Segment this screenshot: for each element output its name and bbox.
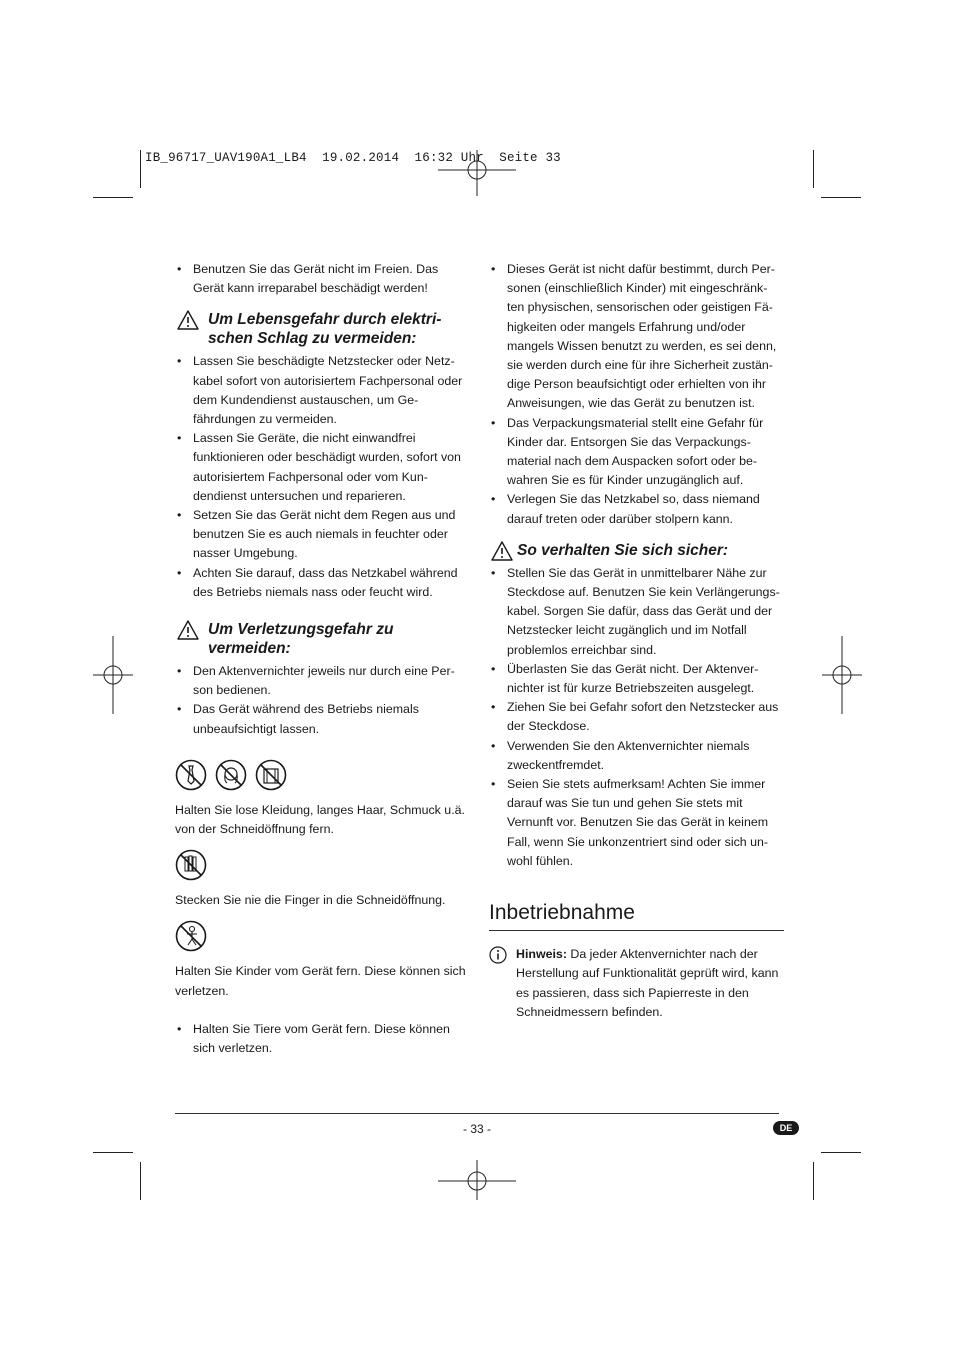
- list-item: • Dieses Gerät ist nicht dafür bestimmt, durch Per-sonen (einschließlich Kinder) mit eingeschränk-ten physischen, sensorischen oder geistigen Fä-higkeiten oder mangels Erfahrung und/oder mangels Wissen benutzt zu werden, es sei denn, sie werden durch eine für ihre Sicherheit zustän-dige Person beaufsichtigt oder erhielten von ihr Anweisungen, wie das Gerät zu benutzen ist.: [489, 260, 784, 414]
- list-item: • Überlasten Sie das Gerät nicht. Der Aktenver-nichter ist für kurze Betriebszeiten ausgelegt.: [489, 660, 784, 698]
- pictogram-row: [175, 920, 470, 954]
- list-item: • Halten Sie Tiere vom Gerät fern. Diese können sich verletzen.: [175, 1020, 470, 1058]
- final-list-left: [175, 1020, 470, 1058]
- intro-list-left: [175, 260, 470, 298]
- list-item: • Verlegen Sie das Netzkabel so, dass niemand darauf treten oder darüber stolpern kann.: [489, 490, 784, 528]
- warning-icon: [491, 541, 513, 561]
- hint-label: Hinweis:: [516, 947, 567, 962]
- info-icon: [489, 946, 507, 964]
- no-fingers-icon: [175, 849, 207, 881]
- language-badge: DE: [773, 1121, 799, 1135]
- list-item: • Das Verpackungsmaterial stellt eine Gefahr für Kinder dar. Entsorgen Sie das Verpackungs-material nach dem Auspacken sofort oder be-wahren Sie es für Kinder unzugänglich auf.: [489, 414, 784, 491]
- list-item: • Seien Sie stets aufmerksam! Achten Sie immer darauf was Sie tun und gehen Sie stets mit Vernunft vor. Benutzen Sie das Gerät in keinem Fall, wenn Sie unkonzentriert sind oder sich un-wohl fühlen.: [489, 775, 784, 871]
- list-item: • Lassen Sie Geräte, die nicht einwandfrei funktionieren oder beschädigt wurden, sofort von autorisiertem Fachpersonal oder vom Kun-dendienst untersuchen und reparieren.: [175, 429, 470, 506]
- list-item: • Benutzen Sie das Gerät nicht im Freien. Das Gerät kann irreparabel beschädigt werden!: [175, 260, 470, 298]
- warning-icon: [177, 620, 199, 640]
- pictogram-caption: Halten Sie lose Kleidung, langes Haar, Schmuck u.ä. von der Schneidöffnung fern.: [175, 802, 465, 837]
- list-item: • Setzen Sie das Gerät nicht dem Regen aus und benutzen Sie es auch niemals in feuchter oder nasser Umgebung.: [175, 506, 470, 564]
- hint-block: [489, 945, 784, 1022]
- injury-list: [175, 662, 470, 739]
- section-heading-electric: [175, 310, 470, 348]
- registration-mark-left: [93, 636, 133, 714]
- no-loose-hair-icon: [215, 759, 247, 791]
- heading-text: So verhalten Sie sich sicher:: [517, 541, 729, 559]
- pictogram-caption: Halten Sie Kinder vom Gerät fern. Diese können sich verletzen.: [175, 964, 466, 998]
- registration-mark-right: [822, 636, 862, 714]
- list-item: • Stellen Sie das Gerät in unmittelbarer Nähe zur Steckdose auf. Benutzen Sie kein Verlängerungs-kabel. Sorgen Sie dafür, dass das Gerät und der Netzstecker leicht zugänglich und im Notfall problemlos erreichbar sind.: [489, 564, 784, 660]
- right-column: [489, 260, 784, 1022]
- list-item: • Den Aktenvernichter jeweils nur durch eine Per-son bedienen.: [175, 662, 470, 700]
- pictogram-row: [175, 849, 470, 883]
- intro-list-right: [489, 260, 784, 529]
- heading-line-2: vermeiden:: [208, 640, 291, 658]
- heading-line-2: schen Schlag zu vermeiden:: [208, 330, 417, 348]
- section-title-inbetriebnahme: Inbetriebnahme: [489, 899, 784, 931]
- list-item: • Lassen Sie beschädigte Netzstecker oder Netz-kabel sofort von autorisiertem Fachpersonal oder dem Kundendienst austauschen, um Ge-fährdungen zu vermeiden.: [175, 352, 470, 429]
- list-item: • Ziehen Sie bei Gefahr sofort den Netzstecker aus der Steckdose.: [489, 698, 784, 736]
- warning-icon: [177, 310, 199, 330]
- electric-list: [175, 352, 470, 602]
- hint-text: Da jeder Aktenvernichter nach der Herstellung auf Funktionalität geprüft wird, kann es passieren, dass sich Papierreste in den Schneidmessern befinden.: [516, 947, 779, 1019]
- heading-line-1: Um Lebensgefahr durch elektri-: [208, 311, 442, 329]
- no-tie-icon: [175, 759, 207, 791]
- registration-mark-bottom: [438, 1160, 516, 1200]
- pictogram-row: [175, 759, 470, 793]
- no-jewelry-icon: [255, 759, 287, 791]
- page-number: - 33 -: [462, 1122, 491, 1136]
- left-column: [175, 260, 470, 1058]
- list-item: • Verwenden Sie den Aktenvernichter niemals zweckentfremdet.: [489, 737, 784, 775]
- heading-line-1: Um Verletzungsgefahr zu: [208, 621, 394, 639]
- safe-list: [489, 564, 784, 871]
- section-heading-injury: [175, 620, 470, 658]
- no-children-icon: [175, 920, 207, 952]
- section-heading-safe: [489, 541, 784, 560]
- print-slug: IB_96717_UAV190A1_LB4 19.02.2014 16:32 Uhr Seite 33: [145, 151, 561, 165]
- footer-divider: [175, 1113, 779, 1114]
- pictogram-caption: Stecken Sie nie die Finger in die Schneidöffnung.: [175, 893, 446, 908]
- list-item: • Das Gerät während des Betriebs niemals unbeaufsichtigt lassen.: [175, 700, 470, 738]
- list-item: • Achten Sie darauf, dass das Netzkabel während des Betriebs niemals nass oder feucht wird.: [175, 564, 470, 602]
